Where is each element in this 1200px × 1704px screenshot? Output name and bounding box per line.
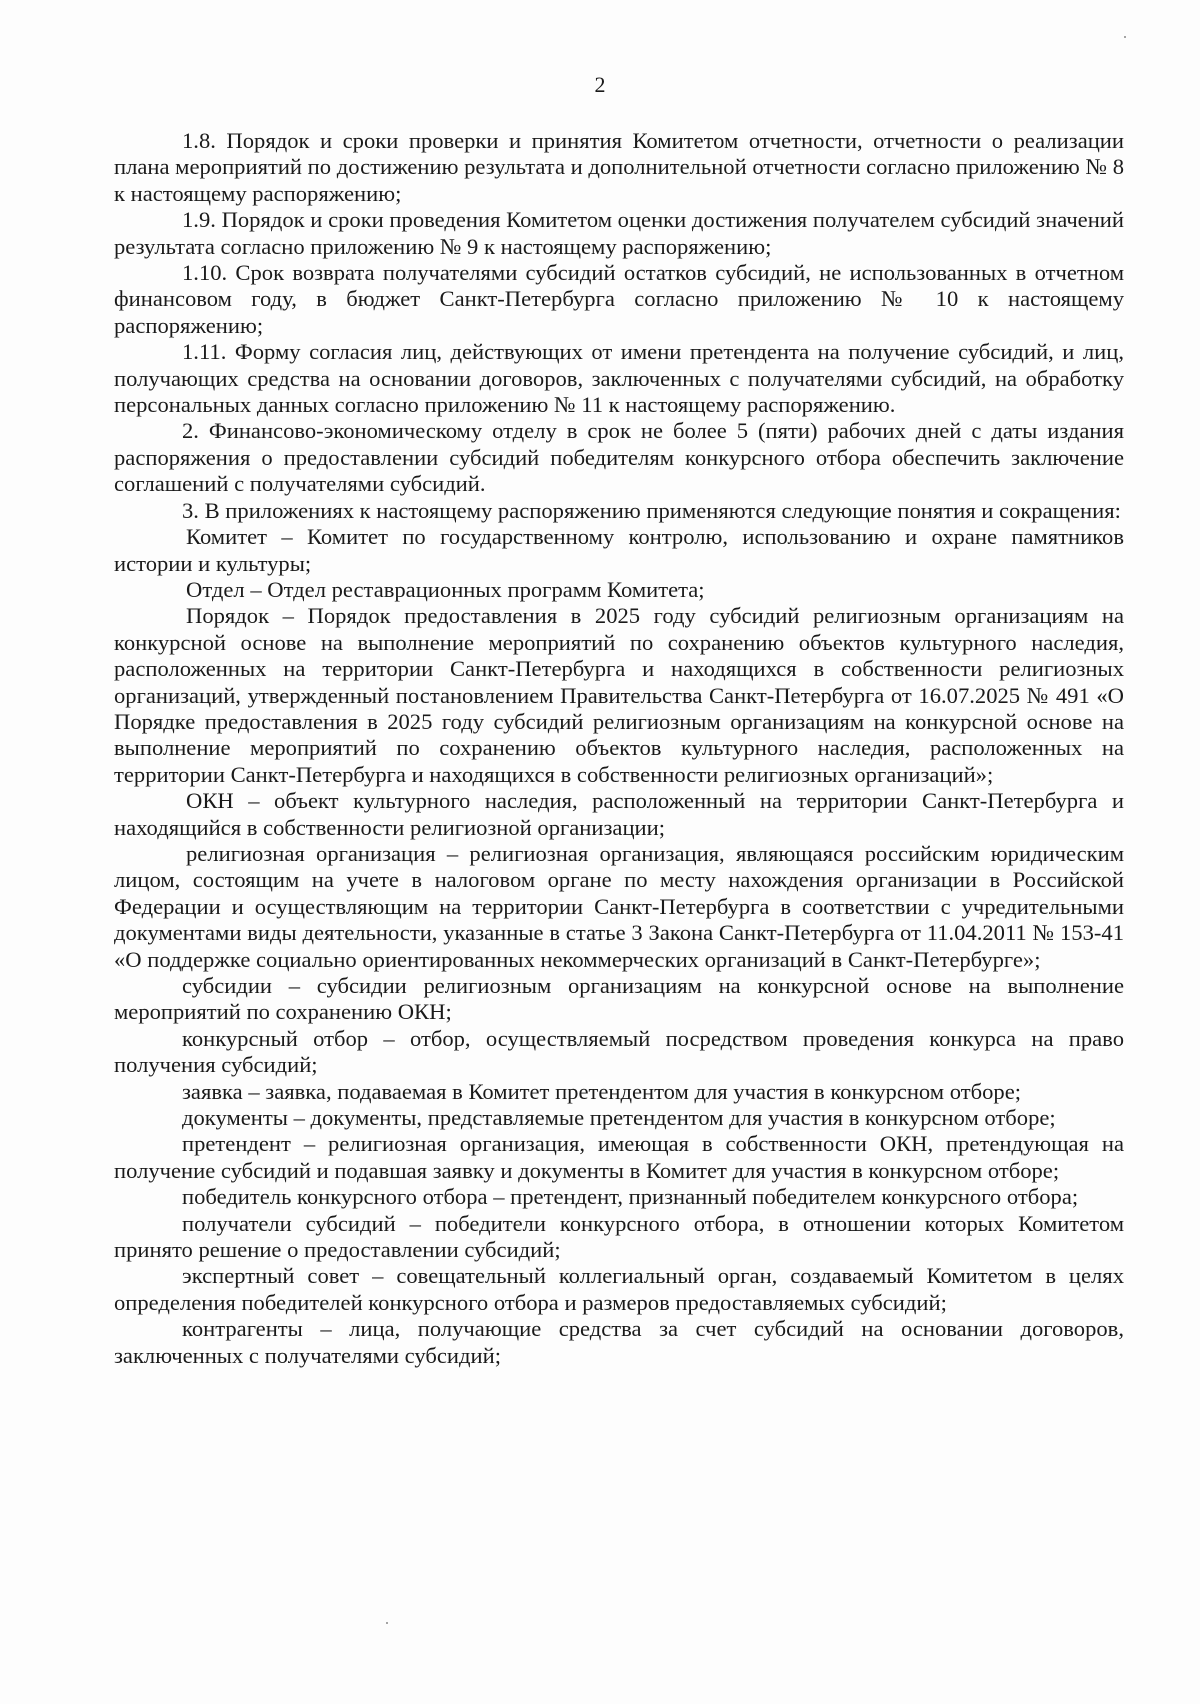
definition-competitive-selection: конкурсный отбор – отбор, осуществляемый посредством проведения конкурса на право получения субсидий; bbox=[114, 1025, 1124, 1078]
page-number: 2 bbox=[594, 72, 606, 97]
definition-department: Отдел – Отдел реставрационных программ Комитета; bbox=[186, 576, 705, 602]
paragraph-1-9: 1.9. Порядок и сроки проведения Комитетом оценки достижения получателем субсидий значений результата согласно приложению № 9 к настоящему распоряжению; bbox=[114, 207, 1124, 259]
definition-applicant: претендент – религиозная организация, имеющая в собственности ОКН, претендующая на получение субсидий и подавшая заявку и документы в Комитет для участия в конкурсном отборе; bbox=[114, 1131, 1124, 1183]
definition-okn: ОКН – объект культурного наследия, расположенный на территории Санкт-Петербурга и находящийся в собственности религиозной организации; bbox=[114, 788, 1124, 840]
paragraph-1-8: 1.8. Порядок и сроки проверки и принятия Комитетом отчетности, отчетности о реализации плана мероприятий по достижению результата и дополнительной отчетности согласно приложению № 8 к настоящему распоряжению; bbox=[114, 128, 1124, 206]
definition-winner: победитель конкурсного отбора – претендент, признанный победителем конкурсного отбора; bbox=[182, 1184, 1079, 1210]
definition-procedure: Порядок – Порядок предоставления в 2025 году субсидий религиозным организациям на конкурсной основе на выполнение мероприятий по сохранению объектов культурного наследия, расположенных на территории Санкт-Петербурга и находящихся в собственности религиозных организаций, утвержденный постановлением Правительства Санкт-Петербурга от 16.07.2025 № 491 «О Порядке предоставления в 2025 году субсидий религиозным организациям на конкурсной основе на выполнение мероприятий по сохранению объектов культурного наследия, расположенных на территории Санкт-Петербурга и находящихся в собственности религиозных организаций»; bbox=[114, 603, 1124, 787]
paragraph-1-10: 1.10. Срок возврата получателями субсидий остатков субсидий, не использованных в отчетном финансовом году, в бюджет Санкт-Петербурга согласно приложению № 10 к настоящему распоряжению; bbox=[114, 260, 1124, 338]
paragraph-1-11: 1.11. Форму согласия лиц, действующих от имени претендента на получение субсидий, и лиц, получающих средства на основании договоров, заключенных с получателями субсидий, на обработку персональных данных согласно приложению № 11 к настоящему распоряжению. bbox=[114, 339, 1124, 418]
scan-speck bbox=[1124, 36, 1126, 38]
document-body bbox=[114, 128, 1124, 1369]
definition-religious-organization: религиозная организация – религиозная организация, являющаяся российским юридическим лицом, состоящим на учете в налоговом органе по месту нахождения организации в Российской Федерации и осуществляющим на территории Санкт-Петербурга в соответствии с учредительными документами виды деятельности, указанные в статье 3 Закона Санкт-Петербурга от 11.04.2011 № 153-41 «О поддержке социально ориентированных некоммерческих организаций в Санкт-Петербурге»; bbox=[114, 840, 1124, 972]
paragraph-3: 3. В приложениях к настоящему распоряжению применяются следующие понятия и сокращения: bbox=[182, 497, 1121, 523]
paragraph-2: 2. Финансово-экономическому отделу в срок не более 5 (пяти) рабочих дней с даты издания распоряжения о предоставлении субсидий победителям конкурсного отбора обеспечить заключение соглашений с получателями субсидий. bbox=[114, 418, 1124, 497]
scan-speck bbox=[386, 1622, 388, 1624]
definition-expert-council: экспертный совет – совещательный коллегиальный орган, создаваемый Комитетом в целях определения победителей конкурсного отбора и размеров предоставляемых субсидий; bbox=[114, 1263, 1124, 1315]
definition-application: заявка – заявка, подаваемая в Комитет претендентом для участия в конкурсном отборе; bbox=[182, 1078, 1022, 1104]
definition-recipients: получатели субсидий – победители конкурсного отбора, в отношении которых Комитетом принято решение о предоставлении субсидий; bbox=[114, 1210, 1124, 1263]
definition-counterparties: контрагенты – лица, получающие средства за счет субсидий на основании договоров, заключенных с получателями субсидий; bbox=[114, 1316, 1124, 1368]
definition-committee: Комитет – Комитет по государственному контролю, использованию и охране памятников истории и культуры; bbox=[114, 524, 1124, 576]
definition-documents: документы – документы, представляемые претендентом для участия в конкурсном отборе; bbox=[182, 1105, 1056, 1131]
definition-subsidies: субсидии – субсидии религиозным организациям на конкурсной основе на выполнение мероприятий по сохранению ОКН; bbox=[114, 973, 1124, 1025]
